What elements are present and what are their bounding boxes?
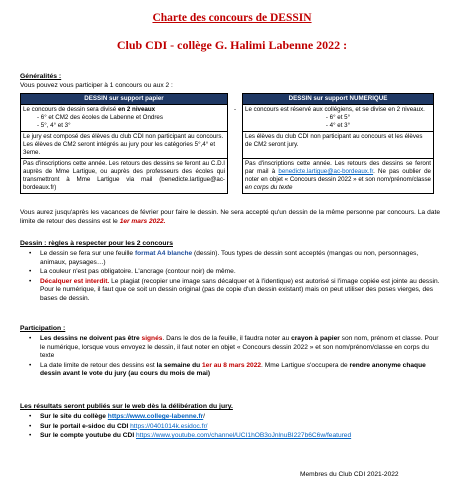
list-item: • Décalquer est interdit. Le plagiat (recopier une image sans décalquer et à l'identique) est autorisé si l'image copiée est jointe au dessin. Pour le numérique, il faut que ce soit un dessin original (pas de copie d'un dessin existant) mais on peut utiliser des poses vierges, des bases de dessin. bbox=[26, 278, 444, 304]
deadline-date: 1er mars 2022. bbox=[119, 217, 166, 225]
college-site-link[interactable]: https://www.college-labenne.fr bbox=[107, 413, 204, 420]
youtube-link[interactable]: https://www.youtube.com/channel/UCI1hOB3oJnlnuBI227b6C6w/featured bbox=[135, 432, 352, 440]
comparison-table: DESSIN sur support papier DESSIN sur support NUMERIQUE Le concours de dessin sera divisé en 2 niveaux - 6° et CM2 des écoles de Labenne et Ondres - 5°, 4° et 3° - Le concours est réservé aux collégiens, et se divise en 2 niveaux. - 6° et 5° - 4° et 3° Le jury est composé des élèves du club CDI non participant au concours. Les élèves de CM2 seront intégrés au jury pour les catégories 5°,4° et 3eme. Les élèves du club CDI non participant au concours et les élèves de CM2 seront jury. Pas d'inscriptions cette année. Les retours des dessins se feront au C.D.I auprès de Mme Lartigue, ou auprès des professeurs des écoles qui transmettront à Mme Lartigue via mail (benedicte.lartigue@ac-bordeaux.fr) Pas d'inscriptions cette année. Les retours des dessins se feront par mail à benedicte.lartigue@ac-bordeaux.fr. Ne pas oublier de noter en objet « Concours dessin 2022 » et son nom/prénom/classe en corps du texte bbox=[20, 93, 434, 194]
participation-list bbox=[26, 335, 444, 380]
participation-heading: Participation : bbox=[20, 325, 66, 332]
col-header-papier: DESSIN sur support papier bbox=[21, 94, 228, 105]
deadline-paragraph: Vous aurez jusqu'après les vacances de février pour faire le dessin. Ne sera accepté qu'un dessin de la même personne par concours. La date limite de retour des dessins est le 1er mars 2022. bbox=[20, 209, 440, 225]
regles-list bbox=[26, 250, 444, 305]
resultats-list bbox=[26, 413, 456, 442]
footer-signature: Membres du Club CDI 2021-2022 bbox=[300, 471, 399, 478]
email-link[interactable]: benedicte.lartigue@ac-bordeaux.fr bbox=[278, 168, 374, 175]
cell-papier-niveaux: Le concours de dessin sera divisé en 2 niveaux - 6° et CM2 des écoles de Labenne et Ondres - 5°, 4° et 3° bbox=[21, 105, 228, 132]
page-title: Charte des concours de DESSIN bbox=[152, 12, 312, 24]
list-item: • Sur le portail e-sidoc du CDI https://0401014k.esidoc.fr/ bbox=[26, 423, 456, 432]
list-item: • Sur le compte youtube du CDI https://www.youtube.com/channel/UCI1hOB3oJnlnuBI227b6C6w/featured bbox=[26, 432, 456, 441]
generalites-intro: Vous pouvez vous participer à 1 concours ou aux 2 : bbox=[20, 82, 173, 89]
cell-numerique-jury: Les élèves du club CDI non participant au concours et les élèves de CM2 seront jury. bbox=[243, 132, 434, 159]
cell-numerique-retours: Pas d'inscriptions cette année. Les retours des dessins se feront par mail à benedicte.lartigue@ac-bordeaux.fr. Ne pas oublier de noter en objet « Concours dessin 2022 » et son nom/prénom/classe en corps du texte bbox=[243, 159, 434, 194]
cell-papier-jury: Le jury est composé des élèves du club CDI non participant au concours. Les élèves de CM2 seront intégrés au jury pour les catégories 5°,4° et 3eme. bbox=[21, 132, 228, 159]
list-item: • Sur le site du collège https://www.college-labenne.fr/ bbox=[26, 413, 456, 422]
list-item: • La couleur n'est pas obligatoire. L'ancrage (contour noir) de même. bbox=[26, 268, 444, 277]
regles-heading: Dessin : règles à respecter pour les 2 concours bbox=[20, 240, 173, 247]
cell-papier-retours: Pas d'inscriptions cette année. Les retours des dessins se feront au C.D.I auprès de Mme Lartigue, ou auprès des professeurs des écoles qui transmettront à Mme Lartigue via mail (benedicte.lartigue@ac-bordeaux.fr) bbox=[21, 159, 228, 194]
page-subtitle: Club CDI - collège G. Halimi Labenne 2022 : bbox=[116, 38, 348, 52]
list-item: • La date limite de retour des dessins est la semaine du 1er au 8 mars 2022. Mme Lartigue s'occupera de rendre anonyme chaque dessin avant le vote du jury (au cours du mois de mai) bbox=[26, 362, 444, 379]
generalites-heading: Généralités : bbox=[20, 73, 62, 80]
cell-numerique-niveaux: Le concours est réservé aux collégiens, et se divise en 2 niveaux. - 6° et 5° - 4° et 3° bbox=[243, 105, 434, 132]
col-header-numerique: DESSIN sur support NUMERIQUE bbox=[243, 94, 434, 105]
list-item: • Le dessin se fera sur une feuille format A4 blanche (dessin). Tous types de dessin sont acceptés (mangas ou non, personnages, animaux, paysages…) bbox=[26, 250, 444, 267]
esidoc-link[interactable]: https://0401014k.esidoc.fr/ bbox=[130, 422, 208, 430]
resultats-heading: Les résultats seront publiés sur le web dès la délibération du jury. bbox=[20, 403, 233, 410]
list-item: • Les dessins ne doivent pas être signés. Dans le dos de la feuille, il faudra noter au crayon à papier son nom, prénom et classe. Pour le numérique, lorsque vous envoyez le dessin, il faut noter en objet « Concours dessin 2022 » et son nom/prénom/classe en corps du texte bbox=[26, 335, 444, 361]
